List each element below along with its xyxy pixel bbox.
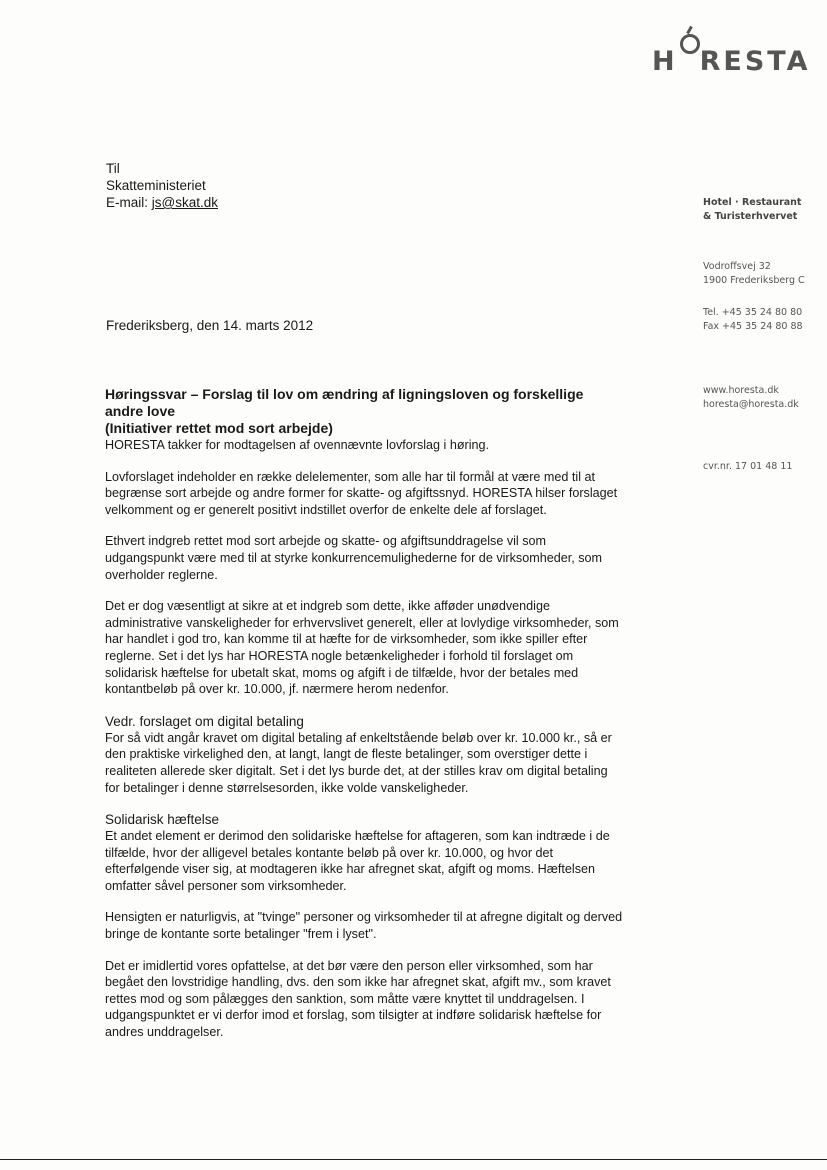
- paragraph-4: Det er dog væsentligt at sikre at et indgreb som dette, ikke afføder unødvendige administrative vanskeligheder for erhvervslivet generelt, eller at lovlydige virksomheder, som har handlet i god tro, kan komme til at hæfte for de virksomheder, som ikke spiller efter reglerne. Set i det lys har HORESTA nogle betænkeligheder i forhold til forslaget om solidarisk hæftelse for ubetalt skat, moms og afgift i de tilfælde, hvor der betales med kontantbeløb på over kr. 10.000, jf. nærmere herom nedenfor.: [105, 599, 619, 697]
- recipient-email-link[interactable]: js@skat.dk: [151, 195, 218, 210]
- sidebar-email: horesta@horesta.dk: [703, 399, 799, 410]
- paragraph-2: Lovforslaget indeholder en række delelementer, som alle har til formål at være med til at begrænse sort arbejde og andre former for skatte- og afgiftssnyd. HORESTA hilser forslaget velkomment og er generelt positivt indstillet overfor de enkelte dele af forslaget.: [105, 469, 618, 517]
- sidebar-fax: Fax +45 35 24 80 88: [703, 321, 803, 332]
- subject-line-1: Høringssvar – Forslag til lov om ændring af ligningsloven og forskellige andre love: [105, 386, 584, 419]
- paragraph-1: HORESTA takker for modtagelsen af ovennævnte lovforslag i høring.: [105, 438, 490, 452]
- paragraph-8: Det er imidlertid vores opfattelse, at det bør være den person eller virksomhed, som har begået den lovstridige handling, dvs. den som ikke har afregnet skat, afgift mv., som kravet rettes mod og som pålægges den sanktion, som måtte være knyttet til unddragelsen. I udgangspunktet er vi derfor imod et forslag, som tilsigter at indføre solidarisk hæftelse for andres unddragelser.: [105, 958, 611, 1040]
- sidebar-tel: Tel. +45 35 24 80 80: [703, 307, 803, 318]
- sidebar-org-line2: & Turisterhvervet: [703, 211, 798, 222]
- paragraph-7: Hensigten er naturligvis, at "tvinge" personer og virksomheder til at afregne digitalt og derved bringe de kontante sorte betalinger "frem i lyset".: [105, 910, 623, 942]
- letter-date: Frederiksberg, den 14. marts 2012: [106, 318, 314, 333]
- sidebar-phone: [703, 306, 818, 334]
- paragraph-3: Ethvert indgreb rettet mod sort arbejde og skatte- og afgiftsunddragelse vil som udgangspunkt være med til at styrke konkurrencemulighederne for de virksomheder, som overholder reglerne.: [105, 534, 602, 582]
- horesta-logo: H RESTA: [652, 40, 802, 80]
- sidebar-org: [703, 196, 818, 224]
- bottom-rule: [0, 1159, 827, 1160]
- subject-line-2: (Initiativer rettet mod sort arbejde): [105, 420, 333, 436]
- sidebar-web: [703, 384, 818, 412]
- letter-body: [105, 386, 625, 1041]
- heading-digital-betaling: Vedr. forslaget om digital betaling: [105, 713, 304, 729]
- recipient-name: Skatteministeriet: [106, 178, 206, 193]
- paragraph-5: For så vidt angår kravet om digital betaling af enkeltstående beløb over kr. 10.000 kr., så er den praktiske virkelighed den, at langt, langt de fleste betalinger, som overstiger dette i realiteten allerede sker digitalt. Set i det lys burde det, at der stilles krav om digital betaling for betalinger i denne størrelsesorden, ikke volde vanskeligheder.: [105, 730, 612, 795]
- sidebar-website: www.horesta.dk: [703, 385, 779, 396]
- sidebar-org-line1: Hotel · Restaurant: [703, 197, 802, 208]
- sidebar-address: [703, 260, 818, 288]
- sidebar-cvr: cvr.nr. 17 01 48 11: [703, 461, 793, 472]
- paragraph-6: Et andet element er derimod den solidariske hæftelse for aftageren, som kan indtræde i de tilfælde, hvor der alligevel betales kontante beløb på over kr. 10.000, og hvor det efterfølgende viser sig, at modtageren ikke har afregnet skat, afgift og moms. Hæftelsen omfatter såvel personer som virksomheder.: [105, 829, 610, 893]
- heading-solidarisk-haeftelse: Solidarisk hæftelse: [105, 812, 220, 828]
- recipient-block: [106, 160, 218, 211]
- recipient-email-line: [106, 194, 218, 211]
- sidebar-city: 1900 Frederiksberg C: [703, 275, 805, 286]
- recipient-email-label: E-mail:: [106, 195, 152, 210]
- recipient-to: Til: [106, 161, 120, 176]
- sidebar-street: Vodroffsvej 32: [703, 261, 771, 272]
